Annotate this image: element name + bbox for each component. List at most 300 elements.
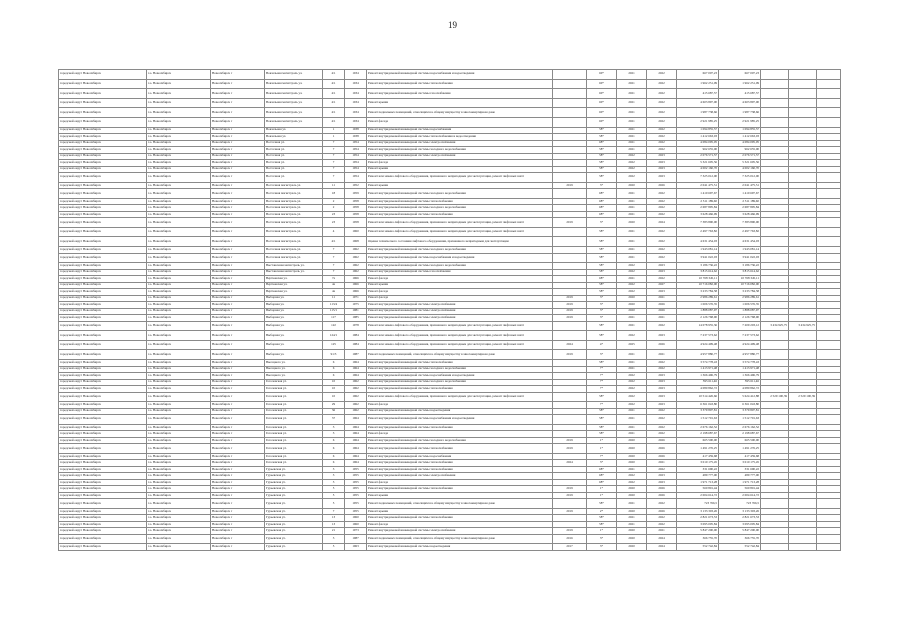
cell-start-year: 2021 <box>617 108 647 118</box>
cell-end-year: 2023 <box>647 386 677 393</box>
cell-district: городской округ Новосибирск <box>59 360 147 367</box>
cell-work-type: Ремонт крыши <box>367 182 553 189</box>
cell-district: городской округ Новосибирск <box>59 499 147 509</box>
cell-locality: Новосибирск г <box>211 218 265 228</box>
cell-end-year: 2022 <box>647 227 677 237</box>
cell-total-cost: 3 186 736,22 <box>677 263 719 270</box>
cell-other-cost <box>789 89 817 99</box>
cell-budget-cost <box>761 253 789 263</box>
cell-locality: Новосибирск г <box>211 108 265 118</box>
cell-note <box>817 350 841 360</box>
cell-total-cost: 1 512 701,63 <box>677 415 719 425</box>
cell-start-year: 2020 <box>617 460 647 467</box>
cell-start-year: 2022 <box>617 160 647 167</box>
cell-street: Гоголевская ул. <box>265 424 323 431</box>
cell-municipality: г.о. Новосибирск <box>147 237 211 247</box>
cell-end-year: 2023 <box>647 473 677 480</box>
cell-municipality: г.о. Новосибирск <box>147 295 211 302</box>
cell-budget-cost <box>761 237 789 247</box>
cell-end-year: 2022 <box>647 117 677 127</box>
cell-work-type: Ремонт внутридомовой инженерной системы электроснабжения <box>367 153 553 160</box>
cell-district: городской округ Новосибирск <box>59 302 147 309</box>
cell-other-cost <box>789 173 817 183</box>
cell-fund-cost: 10 768 345,11 <box>719 276 761 283</box>
cell-municipality: г.о. Новосибирск <box>147 160 211 167</box>
cell-district: городской округ Новосибирск <box>59 321 147 331</box>
cell-district: городской округ Новосибирск <box>59 289 147 296</box>
cell-priority: 60* <box>587 89 617 99</box>
cell-municipality: г.о. Новосибирск <box>147 453 211 460</box>
cell-work-type: Ремонт внутридомовой инженерной системы теплоснабжения <box>367 386 553 393</box>
cell-work-type: Ремонт внутридомовой инженерной системы холодного водоснабжения <box>367 379 553 386</box>
cell-build-year: 1973 <box>345 528 367 535</box>
cell-build-year: 1962 <box>345 386 367 393</box>
cell-start-year: 2020 <box>617 508 647 515</box>
cell-house-number: 1 <box>323 134 345 141</box>
cell-start-year: 2020 <box>617 453 647 460</box>
cell-priority: 58* <box>587 321 617 331</box>
cell-fund-cost: 4 080 862,72 <box>719 386 761 393</box>
cell-note <box>817 237 841 247</box>
cell-build-year: 1954 <box>345 160 367 167</box>
cell-municipality: г.о. Новосибирск <box>147 460 211 467</box>
cell-end-year: 2026 <box>647 486 677 493</box>
cell-district: городской округ Новосибирск <box>59 379 147 386</box>
cell-work-type: Ремонт фасада <box>367 402 553 409</box>
cell-priority: 7* <box>587 366 617 373</box>
cell-house-number: 23 <box>323 211 345 218</box>
cell-start-year: 2020 <box>617 534 647 544</box>
cell-total-cost: 3 133 303,26 <box>677 508 719 515</box>
cell-start-year: 2021 <box>617 227 647 237</box>
cell-locality: Новосибирск г <box>211 321 265 331</box>
cell-fund-cost: 415 687,57 <box>719 89 761 99</box>
cell-work-type: Ремонт крыши <box>367 166 553 173</box>
cell-budget-cost <box>761 415 789 425</box>
cell-municipality: г.о. Новосибирск <box>147 189 211 199</box>
cell-street: Гоголевская ул. <box>265 402 323 409</box>
cell-build-year: 1958 <box>345 198 367 205</box>
cell-total-cost: 2 687 895,84 <box>677 205 719 212</box>
cell-note <box>817 218 841 228</box>
cell-district: городской округ Новосибирск <box>59 424 147 431</box>
cell-locality: Новосибирск г <box>211 424 265 431</box>
cell-start-year: 2021 <box>617 140 647 147</box>
cell-street: Гоголевская ул. <box>265 379 323 386</box>
cell-fund-cost: 1 410 697,67 <box>719 189 761 199</box>
cell-work-type: Ремонт или замена лифтового оборудования, признанного непригодным для эксплуатации, ремонт лифтовых шахт <box>367 227 553 237</box>
cell-fund-cost: 560 801,44 <box>719 486 761 493</box>
cell-priority: 60* <box>587 117 617 127</box>
cell-budget-cost <box>761 98 789 108</box>
cell-district: городской округ Новосибирск <box>59 160 147 167</box>
cell-locality: Новосибирск г <box>211 134 265 141</box>
cell-fund-cost: 552 742,84 <box>719 544 761 551</box>
table-row <box>59 499 841 509</box>
cell-fund-cost: 366 755,70 <box>719 534 761 544</box>
cell-municipality: г.о. Новосибирск <box>147 486 211 493</box>
cell-plan-year: 2019 <box>553 437 587 444</box>
cell-start-year: 2020 <box>617 295 647 302</box>
cell-street: Восточная магистраль ул. <box>265 205 323 212</box>
cell-priority: 58* <box>587 415 617 425</box>
cell-fund-cost: 2 311 189,60 <box>719 198 761 205</box>
cell-other-cost <box>789 534 817 544</box>
cell-house-number: 3 <box>323 466 345 473</box>
cell-municipality: г.о. Новосибирск <box>147 408 211 415</box>
cell-house-number: 13 <box>323 515 345 522</box>
cell-total-cost: 1 987 738,66 <box>677 108 719 118</box>
cell-house-number: 117 <box>323 315 345 322</box>
cell-start-year: 2021 <box>617 466 647 473</box>
cell-district: городской округ Новосибирск <box>59 534 147 544</box>
cell-priority: 58* <box>587 521 617 528</box>
cell-priority: 60* <box>587 70 617 80</box>
cell-start-year: 2021 <box>617 134 647 141</box>
cell-street: Гурьевская ул. <box>265 499 323 509</box>
cell-total-cost: 2 311 189,60 <box>677 198 719 205</box>
table-row <box>59 331 841 341</box>
cell-municipality: г.о. Новосибирск <box>147 528 211 535</box>
cell-start-year: 2021 <box>617 499 647 509</box>
cell-house-number: 1 <box>323 127 345 134</box>
cell-fund-cost: 2 076 571,57 <box>719 153 761 160</box>
cell-total-cost: 1 006 576,35 <box>677 302 719 309</box>
table-row <box>59 218 841 228</box>
cell-total-cost: 962 655,00 <box>677 147 719 154</box>
cell-locality: Новосибирск г <box>211 521 265 528</box>
cell-budget-cost <box>761 117 789 127</box>
cell-municipality: г.о. Новосибирск <box>147 479 211 486</box>
cell-work-type: Ремонт фасада <box>367 289 553 296</box>
cell-start-year: 2021 <box>617 79 647 89</box>
cell-house-number: 7 <box>323 263 345 270</box>
cell-locality: Новосибирск г <box>211 460 265 467</box>
cell-plan-year: 2019 <box>553 295 587 302</box>
cell-street: Высоцкого ул. <box>265 360 323 367</box>
cell-plan-year <box>553 189 587 199</box>
cell-build-year: 1934 <box>345 79 367 89</box>
cell-work-type: Ремонт подвальных помещений, относящихся к общему имуществу в многоквартирном доме <box>367 108 553 118</box>
cell-note <box>817 98 841 108</box>
cell-fund-cost: 1 962 251,09 <box>719 79 761 89</box>
cell-fund-cost: 1 888 087,97 <box>719 308 761 315</box>
cell-work-type: Ремонт или замена лифтового оборудования, признанного непригодным для эксплуатации, ремонт лифтовых шахт <box>367 340 553 350</box>
cell-street: Гоголевская ул. <box>265 444 323 454</box>
cell-locality: Новосибирск г <box>211 408 265 415</box>
cell-budget-cost <box>761 331 789 341</box>
cell-district: городской округ Новосибирск <box>59 431 147 438</box>
cell-district: городской округ Новосибирск <box>59 218 147 228</box>
cell-end-year: 2023 <box>647 269 677 276</box>
cell-total-cost: 552 742,84 <box>677 544 719 551</box>
table-row <box>59 117 841 127</box>
cell-end-year: 2022 <box>647 276 677 283</box>
cell-plan-year <box>553 108 587 118</box>
cell-build-year: 1955 <box>345 473 367 480</box>
cell-district: городской округ Новосибирск <box>59 408 147 415</box>
cell-house-number: 3 <box>323 534 345 544</box>
table-row <box>59 340 841 350</box>
cell-municipality: г.о. Новосибирск <box>147 373 211 380</box>
cell-house-number: 7 <box>323 166 345 173</box>
cell-street: Гурьевская ул. <box>265 486 323 493</box>
cell-house-number: 10 <box>323 379 345 386</box>
cell-fund-cost: 5 624 412,88 <box>719 392 761 402</box>
cell-end-year: 2026 <box>647 182 677 189</box>
cell-build-year: 1964 <box>345 453 367 460</box>
cell-street: Гурьевская ул. <box>265 473 323 480</box>
cell-fund-cost: 2 198 687,67 <box>719 431 761 438</box>
cell-build-year: 1966 <box>345 282 367 289</box>
cell-district: городской округ Новосибирск <box>59 134 147 141</box>
cell-build-year: 1964 <box>345 415 367 425</box>
cell-fund-cost: 5 847 200,00 <box>719 528 761 535</box>
cell-fund-cost: 3 010 175,45 <box>719 460 761 467</box>
cell-house-number: 36 <box>323 408 345 415</box>
cell-fund-cost: 4 002 160,70 <box>719 166 761 173</box>
cell-street: Восточная ул. <box>265 166 323 173</box>
cell-end-year: 2026 <box>647 340 677 350</box>
cell-priority: 58* <box>587 431 617 438</box>
cell-fund-cost: 417 459,68 <box>719 453 761 460</box>
table-row <box>59 227 841 237</box>
cell-street: Гурьевская ул. <box>265 515 323 522</box>
cell-municipality: г.о. Новосибирск <box>147 515 211 522</box>
cell-district: городской округ Новосибирск <box>59 466 147 473</box>
cell-street: Гурьевская ул. <box>265 492 323 499</box>
cell-street: Вертковская ул. <box>265 289 323 296</box>
cell-build-year: 1971 <box>345 295 367 302</box>
cell-work-type: Ремонт крыши <box>367 282 553 289</box>
cell-house-number: 6 <box>323 360 345 367</box>
cell-house-number: 6 <box>323 453 345 460</box>
cell-plan-year <box>553 79 587 89</box>
cell-municipality: г.о. Новосибирск <box>147 308 211 315</box>
cell-total-cost: 366 755,70 <box>677 534 719 544</box>
cell-locality: Новосибирск г <box>211 227 265 237</box>
cell-end-year: 2026 <box>647 453 677 460</box>
cell-fund-cost: 4 957 880,77 <box>719 350 761 360</box>
cell-total-cost: 2 198 687,67 <box>677 431 719 438</box>
cell-street: Высоцкого ул. <box>265 366 323 373</box>
cell-total-cost: 489 777,00 <box>677 473 719 480</box>
cell-total-cost: 2 076 571,57 <box>677 153 719 160</box>
cell-end-year: 2022 <box>647 108 677 118</box>
table-row <box>59 415 841 425</box>
cell-priority: 1* <box>587 444 617 454</box>
cell-municipality: г.о. Новосибирск <box>147 127 211 134</box>
cell-locality: Новосибирск г <box>211 386 265 393</box>
table-row <box>59 534 841 544</box>
cell-house-number: 7 <box>323 247 345 254</box>
cell-fund-cost: 2 497 763,82 <box>719 227 761 237</box>
cell-plan-year <box>553 173 587 183</box>
cell-priority: 1* <box>587 492 617 499</box>
cell-fund-cost: 6 361 043,80 <box>719 402 761 409</box>
cell-street: Вертковская ул. <box>265 282 323 289</box>
cell-plan-year <box>553 117 587 127</box>
cell-start-year: 2021 <box>617 431 647 438</box>
cell-work-type: Ремонт фасада <box>367 117 553 127</box>
cell-note <box>817 253 841 263</box>
cell-house-number: 5 <box>323 544 345 551</box>
cell-note <box>817 534 841 544</box>
cell-work-type: Ремонт или замена лифтового оборудования, признанного непригодным для эксплуатации, ремонт лифтовых шахт <box>367 321 553 331</box>
cell-other-cost <box>789 70 817 80</box>
cell-build-year: 1960 <box>345 521 367 528</box>
cell-plan-year <box>553 392 587 402</box>
cell-locality: Новосибирск г <box>211 211 265 218</box>
cell-district: городской округ Новосибирск <box>59 198 147 205</box>
cell-fund-cost: 4 084 095,05 <box>719 140 761 147</box>
cell-start-year: 2020 <box>617 437 647 444</box>
cell-start-year: 2022 <box>617 166 647 173</box>
cell-fund-cost: 1 491 276,25 <box>719 444 761 454</box>
cell-district: городской округ Новосибирск <box>59 315 147 322</box>
cell-district: городской округ Новосибирск <box>59 350 147 360</box>
table-row <box>59 173 841 183</box>
cell-priority: 58* <box>587 227 617 237</box>
cell-budget-cost: 3 434 925,75 <box>761 321 789 331</box>
cell-house-number: 2 <box>323 205 345 212</box>
cell-street: Восточная ул. <box>265 147 323 154</box>
cell-street: Высоцкого ул. <box>265 373 323 380</box>
cell-priority: 7* <box>587 373 617 380</box>
cell-fund-cost: 2 004 614,72 <box>719 492 761 499</box>
cell-end-year: 2022 <box>647 89 677 99</box>
cell-municipality: г.о. Новосибирск <box>147 340 211 350</box>
cell-locality: Новосибирск г <box>211 379 265 386</box>
cell-house-number: 4а <box>323 289 345 296</box>
cell-locality: Новосибирск г <box>211 534 265 544</box>
cell-municipality: г.о. Новосибирск <box>147 89 211 99</box>
cell-district: городской округ Новосибирск <box>59 544 147 551</box>
cell-start-year: 2021 <box>617 350 647 360</box>
cell-plan-year: 2019 <box>553 308 587 315</box>
cell-locality: Новосибирск г <box>211 70 265 80</box>
cell-budget-cost <box>761 108 789 118</box>
cell-street: Восточная магистраль ул. <box>265 218 323 228</box>
cell-work-type: Ремонт внутридомовой инженерной системы холодного водоснабжения <box>367 147 553 154</box>
cell-house-number: 3 <box>323 473 345 480</box>
cell-priority: 58* <box>587 127 617 134</box>
cell-district: городской округ Новосибирск <box>59 453 147 460</box>
cell-street: Восточная магистраль ул. <box>265 237 323 247</box>
cell-work-type: Ремонт внутридомовой инженерной системы холодного водоснабжения <box>367 366 553 373</box>
cell-end-year: 2026 <box>647 308 677 315</box>
cell-total-cost: 331 690,22 <box>677 466 719 473</box>
cell-budget-cost <box>761 444 789 454</box>
cell-end-year: 2026 <box>647 508 677 515</box>
cell-total-cost: 3 010 175,45 <box>677 460 719 467</box>
cell-end-year: 2022 <box>647 431 677 438</box>
cell-work-type: Ремонт внутридомовой инженерной системы теплоснабжения <box>367 486 553 493</box>
cell-locality: Новосибирск г <box>211 392 265 402</box>
cell-budget-cost <box>761 89 789 99</box>
cell-total-cost: 2 004 614,72 <box>677 492 719 499</box>
cell-house-number: 10 <box>323 386 345 393</box>
cell-work-type: Ремонт внутридомовой инженерной системы водоснабжения и водоотведения <box>367 373 553 380</box>
cell-street: Гоголевская ул. <box>265 408 323 415</box>
cell-build-year: 1934 <box>345 70 367 80</box>
cell-total-cost: 5 847 200,00 <box>677 528 719 535</box>
cell-locality: Новосибирск г <box>211 308 265 315</box>
cell-build-year: 1964 <box>345 437 367 444</box>
cell-locality: Новосибирск г <box>211 544 265 551</box>
cell-locality: Новосибирск г <box>211 402 265 409</box>
cell-start-year: 2021 <box>617 89 647 99</box>
cell-total-cost: 417 459,68 <box>677 453 719 460</box>
cell-build-year: 1975 <box>345 302 367 309</box>
cell-build-year: 1981 <box>345 308 367 315</box>
cell-start-year: 2021 <box>617 253 647 263</box>
cell-municipality: г.о. Новосибирск <box>147 227 211 237</box>
cell-locality: Новосибирск г <box>211 182 265 189</box>
cell-build-year: 1958 <box>345 218 367 228</box>
cell-build-year: 1978 <box>345 321 367 331</box>
cell-street: Выборная ул. <box>265 315 323 322</box>
cell-house-number: 4/1 <box>323 79 345 89</box>
capital-repair-register-table <box>58 69 841 551</box>
cell-district: городской округ Новосибирск <box>59 173 147 183</box>
cell-district: городской округ Новосибирск <box>59 282 147 289</box>
cell-street: Гоголевская ул. <box>265 386 323 393</box>
cell-municipality: г.о. Новосибирск <box>147 386 211 393</box>
cell-street: Выборная ул. <box>265 321 323 331</box>
cell-start-year: 2022 <box>617 289 647 296</box>
cell-end-year: 2023 <box>647 173 677 183</box>
cell-district: городской округ Новосибирск <box>59 366 147 373</box>
cell-municipality: г.о. Новосибирск <box>147 282 211 289</box>
cell-budget-cost <box>761 350 789 360</box>
cell-build-year: 1938 <box>345 134 367 141</box>
cell-fund-cost: 3 133 303,26 <box>719 508 761 515</box>
cell-fund-cost: 2 676 162,52 <box>719 424 761 431</box>
cell-locality: Новосибирск г <box>211 315 265 322</box>
cell-build-year: 1938 <box>345 127 367 134</box>
cell-plan-year: 2019 <box>553 444 587 454</box>
cell-start-year: 2021 <box>617 205 647 212</box>
cell-build-year: 1962 <box>345 392 367 402</box>
cell-house-number: 3 <box>323 431 345 438</box>
cell-end-year: 2023 <box>647 160 677 167</box>
cell-street: Гурьевская ул. <box>265 534 323 544</box>
cell-total-cost: 10 768 345,11 <box>677 276 719 283</box>
cell-total-cost: 6 361 043,80 <box>677 402 719 409</box>
cell-total-cost: 7 383 890,00 <box>677 218 719 228</box>
cell-municipality: г.о. Новосибирск <box>147 70 211 80</box>
cell-locality: Новосибирск г <box>211 153 265 160</box>
cell-work-type: Ремонт внутридомовой инженерной системы электроснабжения <box>367 315 553 322</box>
cell-priority: 1* <box>587 486 617 493</box>
cell-priority: 68* <box>587 479 617 486</box>
cell-end-year: 2027 <box>647 282 677 289</box>
cell-end-year: 2022 <box>647 205 677 212</box>
cell-work-type: Ремонт внутридомовой инженерной системы водоснабжения <box>367 127 553 134</box>
cell-work-type: Ремонт внутридомовой инженерной системы электроснабжения <box>367 308 553 315</box>
cell-fund-cost: 3 095 005,84 <box>719 521 761 528</box>
cell-end-year: 2021 <box>647 350 677 360</box>
cell-start-year: 2022 <box>617 479 647 486</box>
cell-priority: 68* <box>587 466 617 473</box>
cell-work-type: Ремонт внутридомовой инженерной системы газоснабжения <box>367 269 553 276</box>
cell-street: Восточная магистраль ул. <box>265 198 323 205</box>
cell-municipality: г.о. Новосибирск <box>147 360 211 367</box>
cell-build-year: 1964 <box>345 373 367 380</box>
cell-build-year: 1954 <box>345 173 367 183</box>
cell-other-cost <box>789 98 817 108</box>
